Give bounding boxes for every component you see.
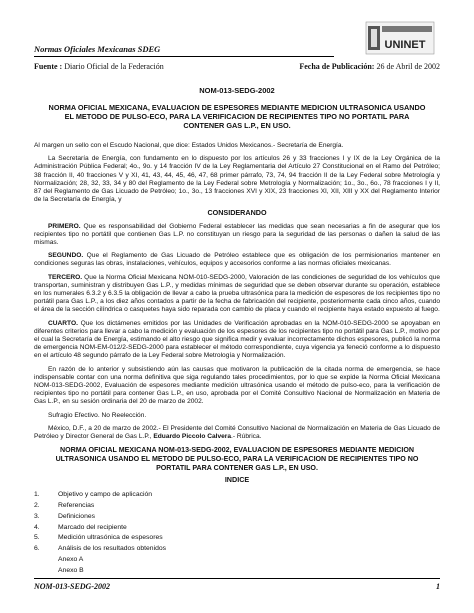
- considerando-tercero: [34, 274, 440, 315]
- toc-item[interactable]: [34, 501, 440, 512]
- considerando-heading: CONSIDERANDO: [207, 208, 267, 218]
- source-label: Fuente :: [34, 62, 63, 71]
- toc-item[interactable]: [34, 544, 440, 555]
- toc-label: Objetivo y campo de aplicación: [58, 490, 153, 498]
- toc-label: Definiciones: [58, 512, 96, 520]
- source-line: [34, 62, 164, 71]
- toc-annex[interactable]: [34, 566, 440, 577]
- toc-label: Anexo A: [58, 556, 84, 564]
- considerando-label: TERCERO.: [48, 273, 83, 281]
- page-footer: [34, 578, 440, 591]
- toc-number: 4.: [34, 523, 40, 531]
- considerando-cuarto: [34, 320, 440, 361]
- toc-item[interactable]: [34, 533, 440, 544]
- toc-label: Marcado del recipiente: [58, 523, 127, 531]
- uninet-logo: [364, 20, 436, 56]
- considerando-text: Que la Norma Oficial Mexicana NOM-010-SEDG-2000, Valoración de las condiciones de seguridad de los vehículos que transportan, suministran y distribuyen Gas L.P., y medidas mínimas de seguridad que se deben observar durante su operación, establece en los numerales 6.3.2 y 6.3.5 la obligación de llevar a cabo la prueba ultrasónica para la medición de espesores de los recipientes tipo no portátil para Gas L.P., a los diez años contados a partir de la fecha de fabricación del recipiente, posteriormente cada cinco años, cuando el área de la sección cilíndrica o casquetes haya sido reparada con cambio de placa y cuando el recipiente haya estado expuesto al fuego.: [34, 273, 440, 314]
- considerando-primero: [34, 223, 440, 248]
- index-heading: INDICE: [224, 474, 250, 484]
- considerando-label: SEGUNDO.: [48, 252, 84, 260]
- toc-item[interactable]: [34, 523, 440, 534]
- signature-pre: México, D.F., a 20 de marzo de 2002.- El Presidente del Comité Consultivo Nacional de Normalización en Materia de Gas Licuado de Petróleo y Director General de Gas L.P.,: [34, 424, 440, 441]
- date-label: Fecha de Publicación:: [299, 62, 375, 71]
- intro-paragraph: La Secretaría de Energía, con fundamento en lo dispuesto por los artículos 26 y 33 fracciones I y IX de la Ley Orgánica de la Administración Pública Federal; 4o., 9o. y 14 fracción IV de la Ley Reglamentaria del Artículo 27 Constitucional en el Ramo del Petróleo; 38 fracción II, 40 fracciones V y XI, 41, 43, 44, 45, 46, 47, 68 primer párrafo, 73, 74, 94 fracción II de la Ley Federal sobre Metrología y Normalización; 28, 32, 33, 34 y 80 del Reglamento de la Ley Federal sobre Metrología y Normalización; 1o., 3o., 6o., 78 fracciones I y II, 87 del Reglamento de Gas Licuado de Petróleo; 1o., 3o., 13 fracciones XVI y XIX, 23 fracciones XI, XII, XIII y XX del Reglamento Interior de la Secretaría de Energía, y: [34, 155, 440, 204]
- toc-label: Análisis de los resultados obtenidos: [58, 545, 167, 553]
- seal-paragraph: Al margen un sello con el Escudo Nacional, que dice: Estados Unidos Mexicanos.- Secretaría de Energía.: [34, 142, 344, 149]
- toc-label: Referencias: [58, 501, 95, 509]
- document-body: [34, 142, 440, 577]
- logo-lettering: UNINET: [384, 39, 426, 51]
- sufragio-line: Sufragio Efectivo. No Reelección.: [48, 411, 147, 419]
- toc-number: 3.: [34, 512, 40, 520]
- signature-paragraph: [34, 425, 440, 441]
- considerando-label: CUARTO.: [48, 319, 78, 327]
- header-rule: [34, 56, 334, 57]
- running-header-title: Normas Oficiales Mexicanas SDEG: [34, 44, 161, 54]
- source-row: [34, 62, 440, 74]
- toc-item[interactable]: [34, 490, 440, 501]
- toc-number: 2.: [34, 501, 40, 509]
- date-line: [299, 62, 440, 71]
- toc-number: 6.: [34, 545, 40, 553]
- considerando-label: PRIMERO.: [48, 222, 81, 230]
- signatory-name: Eduardo Piccolo Calvera: [153, 433, 232, 441]
- toc-annex[interactable]: [34, 555, 440, 566]
- razon-paragraph: En razón de lo anterior y subsistiendo aún las causas que motivaron la publicación de la citada norma de emergencia, se hace indispensable contar con una norma definitiva que siga regulando tales procedimientos, por lo que se expide la Norma Oficial Mexicana NOM-013-SEDG-2002, Evaluación de espesores mediante medición ultrasónica usando el método de pulso-eco, para la verificación de recipientes tipo no portátil para contener Gas L.P., en uso, aprobada por el Comité Consultivo Nacional de Normalización en Materia de Gas L.P., en su sesión ordinaria del 20 de marzo de 2002.: [34, 365, 440, 406]
- toc-label: Anexo B: [58, 567, 84, 575]
- considerando-text: Que es responsabilidad del Gobierno Federal establecer las medidas que sean necesarias a fin de asegurar que los recipientes tipo no portátil que contienen Gas L.P. no constituyan un riesgo para la seguridad de las personas o dañen la salud de las mismas.: [34, 222, 440, 247]
- nom-code: NOM-013-SEDG-2002: [199, 86, 275, 95]
- footer-code: NOM-013-SEDG-2002: [34, 582, 110, 591]
- considerando-segundo: [34, 252, 440, 268]
- toc-number: 5.: [34, 534, 40, 542]
- considerando-text: Que los dictámenes emitidos por las Unidades de Verificación aprobadas en la NOM-010-SEDG-2000 se apoyaban en diferentes criterios para llevar a cabo la medición y evaluación de los espesores de los recipientes tipo no portátil para Gas L.P., motivo por el cual la Secretaría de Energía, estimando el alto riesgo que significa medir y evaluar incorrectamente dichos espesores, publicó la norma de emergencia NOM-EM-012/2-SEDG-2000 para establecer el método correspondiente, cuya vigencia ya feneció conforme a lo dispuesto en el artículo 48 segundo párrafo de la Ley Federal sobre Metrología y Normalización.: [34, 319, 440, 360]
- page-number: 1: [436, 582, 440, 591]
- date-value: 26 de Abril de 2002: [374, 62, 440, 71]
- signature-post: .- Rúbrica.: [231, 433, 262, 441]
- considerando-text: Que el Reglamento de Gas Licuado de Petróleo establece que es obligación de los permisionarios mantener en condiciones seguras las obras, instalaciones, vehículos, equipos y accesorios conforme a las normas oficiales mexicanas.: [34, 252, 440, 268]
- table-of-contents: [34, 490, 440, 577]
- norm-full-title: NORMA OFICIAL MEXICANA NOM-013-SEDG-2002, EVALUACION DE ESPESORES MEDIANTE MEDICION ULTRASONICA USANDO EL METODO DE PULSO-ECO, PARA LA VERIFICACION DE RECIPIENTES TIPO NO PORTATIL PARA CONTENER GAS L.P., EN USO.: [55, 446, 419, 472]
- source-value: Diario Oficial de la Federación: [62, 62, 164, 71]
- toc-label: Medición ultrasónica de espesores: [58, 534, 163, 542]
- toc-item[interactable]: [34, 512, 440, 523]
- toc-number: 1.: [34, 490, 40, 498]
- document-title: NORMA OFICIAL MEXICANA, EVALUACION DE ESPESORES MEDIANTE MEDICION ULTRASONICA USANDO EL METODO DE PULSO-ECO, PARA LA VERIFICACION DE RECIPIENTES TIPO NO PORTATIL PARA CONTENER GAS L.P., EN USO.: [48, 103, 426, 130]
